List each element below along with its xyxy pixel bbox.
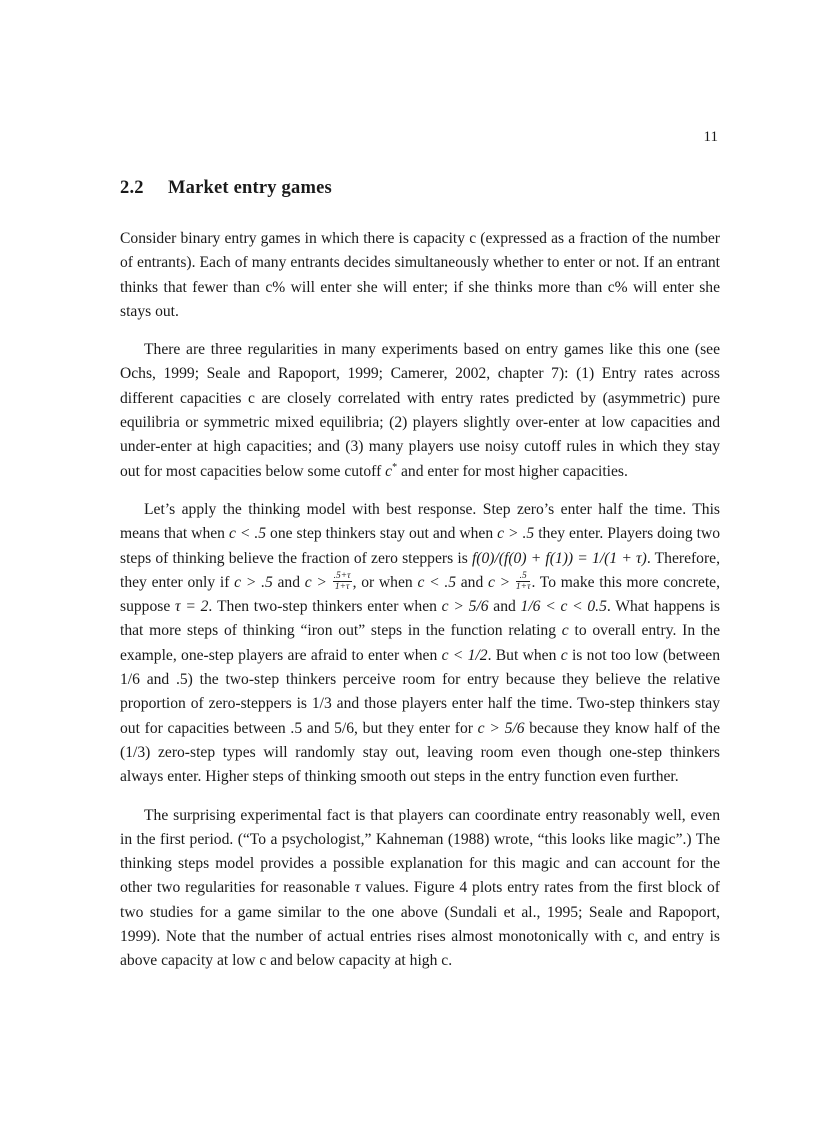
cutoff-star: * <box>392 461 398 473</box>
text-run: because they know half of the (1/3) zero-step types will randomly stay out, leaving room even though one-step thinkers always enter. Higher steps of thinking smooth out steps in the entry function even further. <box>120 719 720 786</box>
math-expression: c > <box>304 573 327 591</box>
fraction-one <box>333 571 352 592</box>
text-run: . To make this more concrete, suppose <box>120 573 720 616</box>
text-run: and <box>488 598 521 616</box>
text-run: . But when <box>487 646 561 664</box>
paragraph-regularities <box>120 338 720 484</box>
text-run: . Then two-step thinkers enter when <box>208 598 442 616</box>
math-expression: τ = 2 <box>175 598 209 616</box>
math-expression: c > .5 <box>497 525 535 543</box>
text-run: is not too low (between 1/6 and .5) the two-step thinkers perceive room for entry because they believe the relative proportion of zero-steppers is 1/3 and those players enter half the time. Two-step thinkers stay out for capacities between .5 and 5/6, but they enter for <box>120 646 720 737</box>
text-run: . What happens is that more steps of thinking “iron out” steps in the function relating <box>120 598 720 640</box>
fraction-numerator: .5 <box>516 571 531 582</box>
section-body <box>120 227 720 988</box>
paragraph-thinking-model <box>120 498 720 790</box>
section-heading <box>120 178 332 199</box>
text-run: to overall entry. In the example, one-step players are afraid to enter when <box>120 622 720 664</box>
text-run: , or when <box>352 573 418 591</box>
cutoff-symbol: c <box>385 462 393 480</box>
math-expression: c < .5 <box>228 525 267 543</box>
math-expression: c < .5 <box>417 573 457 591</box>
math-expression: c < 1/2 <box>441 646 488 664</box>
paragraph-intro: Consider binary entry games in which there is capacity c (expressed as a fraction of the number of entrants). Each of many entrants decides simultaneously whether to enter or not. If an entrant thinks that fewer than c% will enter she will enter; if she thinks more than c% will enter she stays out. <box>120 230 720 320</box>
regularities-text-end: and enter for most higher capacities. <box>397 462 628 480</box>
math-expression: c > .5 <box>234 573 273 591</box>
math-expression: c > <box>488 573 511 591</box>
section-title: Market entry games <box>168 178 332 198</box>
text-run: and <box>456 573 488 591</box>
text-run: values. Figure 4 plots entry rates from the first block of two studies for a game similar to the one above (Sundali et al., 1995; Seale and Rapoport, 1999). Note that the number of actual entries rises almost monotonically with c, and entry is above capacity at low c and below capacity at high c. <box>120 879 720 970</box>
section-number: 2.2 <box>120 178 144 198</box>
regularities-text: There are three regularities in many experiments based on entry games like this one (see Ochs, 1999; Seale and Rapoport, 1999; Camerer, 2002, chapter 7): (1) Entry rates across different capacities c are closely correlated with entry rates predicted by (asymmetric) pure equilibria or symmetric mixed equilibria; (2) players slightly over-enter at low capacities and under-enter at high capacities; and (3) many players use noisy cutoff rules in which they stay out for most capacities below some cutoff <box>120 341 720 480</box>
tau-symbol: τ <box>354 879 361 897</box>
math-expression: 1/6 < c < 0.5 <box>520 598 607 616</box>
text-run: The surprising experimental fact is that players can coordinate entry reasonably well, even in the first period. (“To a psychologist,” Kahneman (1988) wrote, “this looks like magic”.) The thinking steps model provides a possible explanation for this magic and can account for the other two regularities for reasonable <box>120 806 720 897</box>
fraction-numerator: .5+τ <box>333 570 351 581</box>
math-expression: c <box>561 622 569 640</box>
fraction-denominator: 1+τ <box>334 581 350 592</box>
math-expression: c <box>560 646 568 664</box>
text-run: Let’s apply the thinking model with best response. Step zero’s enter half the time. This means that when <box>120 500 720 543</box>
fraction-denominator: 1+τ <box>515 581 531 592</box>
fraction-two <box>516 571 531 592</box>
math-expression: c > 5/6 <box>441 598 489 616</box>
text-run: and <box>272 573 305 591</box>
text-run: one step thinkers stay out and when <box>266 525 498 543</box>
text-run: . Therefore, they enter only if <box>120 549 720 591</box>
text-run: they enter. Players doing two steps of thinking believe the fraction of zero steppers is <box>120 525 721 567</box>
page-number: 11 <box>703 129 718 145</box>
paragraph-experimental-fact <box>120 804 720 974</box>
math-expression: c > 5/6 <box>477 719 525 737</box>
math-expression: f(0)/(f(0) + f(1)) = 1/(1 + τ) <box>471 549 647 567</box>
